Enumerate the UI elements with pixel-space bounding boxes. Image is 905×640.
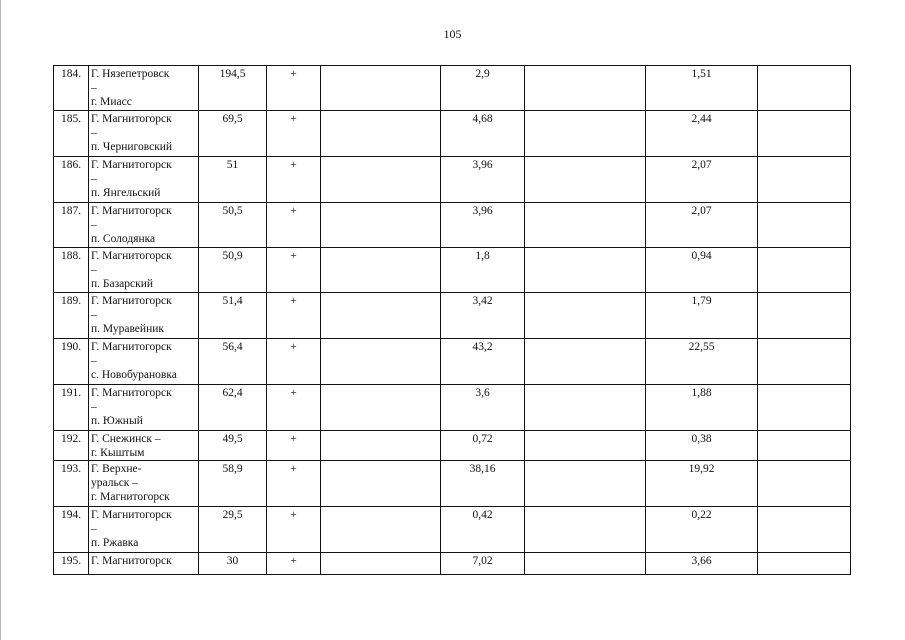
empty-cell — [758, 431, 851, 461]
route-line: – — [91, 523, 97, 535]
route-cell — [89, 339, 199, 385]
table-row — [54, 203, 851, 248]
page-number: 105 — [443, 27, 462, 41]
empty-cell — [321, 111, 441, 157]
empty-cell — [525, 157, 646, 203]
empty-cell — [321, 66, 441, 111]
distance-cell: 49,5 — [199, 431, 267, 461]
mark-cell: + — [267, 157, 321, 203]
route-line: – — [91, 401, 97, 413]
route-line: г. Кыштым — [91, 447, 145, 459]
distance-cell: 50,9 — [199, 248, 267, 293]
empty-cell — [321, 339, 441, 385]
route-line: с. Новобурановка — [91, 369, 177, 381]
route-line: Г. Магнитогорск — [91, 250, 172, 262]
route-cell — [89, 385, 199, 431]
route-cell — [89, 203, 199, 248]
mark-cell: + — [267, 66, 321, 111]
value2-cell: 2,07 — [646, 203, 758, 248]
value2-cell: 3,66 — [646, 553, 758, 575]
route-cell — [89, 507, 199, 553]
empty-cell — [321, 461, 441, 507]
value2-cell: 1,51 — [646, 66, 758, 111]
empty-cell — [758, 66, 851, 111]
empty-cell — [525, 461, 646, 507]
row-number-cell: 193. — [54, 461, 89, 507]
empty-cell — [321, 203, 441, 248]
row-number-cell: 191. — [54, 385, 89, 431]
empty-cell — [525, 111, 646, 157]
table-row — [54, 66, 851, 111]
route-line: Г. Магнитогорск — [91, 159, 172, 171]
distance-cell: 58,9 — [199, 461, 267, 507]
route-line: п. Янгельский — [91, 187, 161, 199]
empty-cell — [758, 553, 851, 575]
value2-cell: 19,92 — [646, 461, 758, 507]
mark-cell: + — [267, 461, 321, 507]
route-cell — [89, 111, 199, 157]
distance-cell: 56,4 — [199, 339, 267, 385]
value1-cell: 38,16 — [441, 461, 525, 507]
route-line: – — [91, 219, 97, 231]
value2-cell: 2,07 — [646, 157, 758, 203]
route-line: уральск – — [91, 477, 139, 489]
table-row — [54, 111, 851, 157]
empty-cell — [758, 111, 851, 157]
empty-cell — [321, 431, 441, 461]
route-line: Г. Нязепетровск — [91, 68, 170, 80]
route-line: Г. Снежинск – — [91, 433, 161, 445]
route-line: Г. Верхне- — [91, 463, 142, 475]
distance-cell: 194,5 — [199, 66, 267, 111]
row-number-cell: 194. — [54, 507, 89, 553]
route-line: – — [91, 355, 97, 367]
route-line: Г. Магнитогорск — [91, 509, 172, 521]
route-line: – — [91, 82, 97, 94]
mark-cell: + — [267, 293, 321, 339]
mark-cell: + — [267, 553, 321, 575]
route-line: г. Миасс — [91, 96, 132, 108]
mark-cell: + — [267, 111, 321, 157]
route-line: – — [91, 173, 97, 185]
route-line: п. Ржавка — [91, 537, 139, 549]
value1-cell: 1,8 — [441, 248, 525, 293]
value1-cell: 0,72 — [441, 431, 525, 461]
route-line: Г. Магнитогорск — [91, 555, 172, 567]
route-line: Г. Магнитогорск — [91, 295, 172, 307]
empty-cell — [525, 553, 646, 575]
table-row — [54, 157, 851, 203]
value1-cell: 2,9 — [441, 66, 525, 111]
value2-cell: 0,94 — [646, 248, 758, 293]
empty-cell — [321, 553, 441, 575]
empty-cell — [525, 431, 646, 461]
empty-cell — [525, 203, 646, 248]
empty-cell — [758, 157, 851, 203]
table-row — [54, 248, 851, 293]
value1-cell: 7,02 — [441, 553, 525, 575]
table-row — [54, 339, 851, 385]
empty-cell — [758, 203, 851, 248]
value2-cell: 0,38 — [646, 431, 758, 461]
value1-cell: 3,42 — [441, 293, 525, 339]
route-line: п. Базарский — [91, 278, 154, 290]
row-number-cell: 185. — [54, 111, 89, 157]
distance-cell: 30 — [199, 553, 267, 575]
mark-cell: + — [267, 339, 321, 385]
row-number-cell: 184. — [54, 66, 89, 111]
route-line: – — [91, 309, 97, 321]
table-row — [54, 461, 851, 507]
table-body — [54, 66, 851, 575]
distance-cell: 29,5 — [199, 507, 267, 553]
value1-cell: 3,96 — [441, 157, 525, 203]
table-row — [54, 431, 851, 461]
empty-cell — [525, 293, 646, 339]
value1-cell: 4,68 — [441, 111, 525, 157]
row-number-cell: 190. — [54, 339, 89, 385]
distance-cell: 50,5 — [199, 203, 267, 248]
value1-cell: 0,42 — [441, 507, 525, 553]
empty-cell — [525, 507, 646, 553]
empty-cell — [525, 248, 646, 293]
route-line: Г. Магнитогорск — [91, 205, 172, 217]
route-line: – — [91, 264, 97, 276]
mark-cell: + — [267, 431, 321, 461]
empty-cell — [525, 385, 646, 431]
table-row — [54, 553, 851, 575]
empty-cell — [321, 248, 441, 293]
route-line: Г. Магнитогорск — [91, 113, 172, 125]
route-line: – — [91, 127, 97, 139]
empty-cell — [758, 385, 851, 431]
value1-cell: 43,2 — [441, 339, 525, 385]
route-cell — [89, 66, 199, 111]
mark-cell: + — [267, 248, 321, 293]
value2-cell: 1,88 — [646, 385, 758, 431]
value2-cell: 1,79 — [646, 293, 758, 339]
table-row — [54, 385, 851, 431]
row-number-cell: 187. — [54, 203, 89, 248]
route-line: п. Солодянка — [91, 233, 156, 245]
route-cell — [89, 293, 199, 339]
value2-cell: 22,55 — [646, 339, 758, 385]
distance-cell: 62,4 — [199, 385, 267, 431]
route-cell — [89, 553, 199, 575]
route-line: г. Магнитогорск — [91, 491, 170, 503]
route-cell — [89, 248, 199, 293]
empty-cell — [321, 385, 441, 431]
route-line: п. Черниговский — [91, 141, 173, 153]
value2-cell: 0,22 — [646, 507, 758, 553]
distance-cell: 51 — [199, 157, 267, 203]
table-row — [54, 507, 851, 553]
mark-cell: + — [267, 507, 321, 553]
routes-table — [53, 65, 851, 575]
empty-cell — [758, 293, 851, 339]
row-number-cell: 192. — [54, 431, 89, 461]
empty-cell — [321, 157, 441, 203]
empty-cell — [525, 66, 646, 111]
route-cell — [89, 461, 199, 507]
empty-cell — [758, 339, 851, 385]
value2-cell: 2,44 — [646, 111, 758, 157]
distance-cell: 51,4 — [199, 293, 267, 339]
value1-cell: 3,96 — [441, 203, 525, 248]
empty-cell — [758, 461, 851, 507]
route-cell — [89, 157, 199, 203]
empty-cell — [321, 293, 441, 339]
route-line: п. Муравейник — [91, 323, 164, 335]
empty-cell — [321, 507, 441, 553]
route-cell — [89, 431, 199, 461]
row-number-cell: 188. — [54, 248, 89, 293]
left-scan-edge — [0, 0, 1, 640]
route-line: п. Южный — [91, 415, 143, 427]
empty-cell — [525, 339, 646, 385]
table-row — [54, 293, 851, 339]
mark-cell: + — [267, 385, 321, 431]
empty-cell — [758, 248, 851, 293]
row-number-cell: 195. — [54, 553, 89, 575]
value1-cell: 3,6 — [441, 385, 525, 431]
route-line: Г. Магнитогорск — [91, 341, 172, 353]
row-number-cell: 189. — [54, 293, 89, 339]
distance-cell: 69,5 — [199, 111, 267, 157]
route-line: Г. Магнитогорск — [91, 387, 172, 399]
empty-cell — [758, 507, 851, 553]
mark-cell: + — [267, 203, 321, 248]
row-number-cell: 186. — [54, 157, 89, 203]
